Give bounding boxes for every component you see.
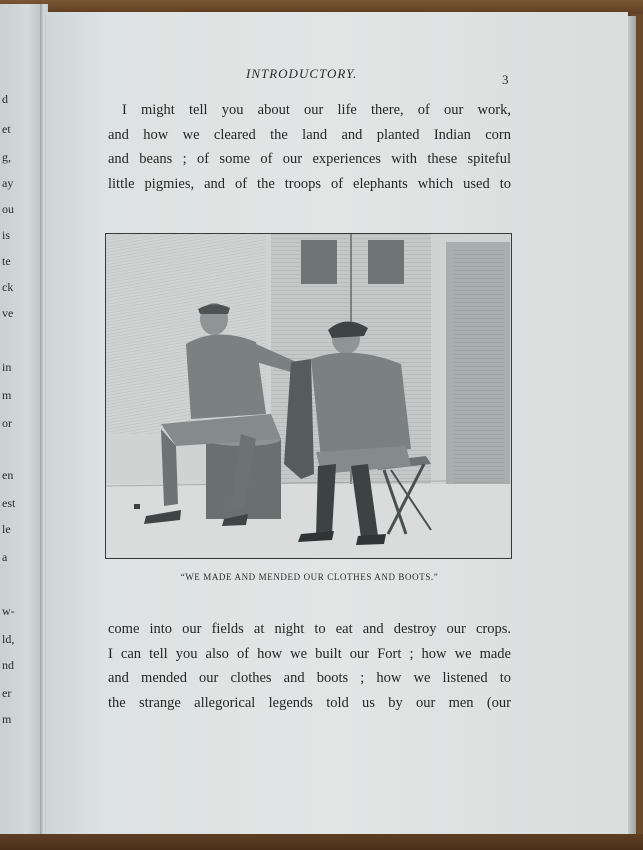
left-page-fragment: d — [2, 92, 8, 106]
left-page-fragment: en — [2, 468, 14, 482]
left-page-fragment: ck — [2, 280, 14, 294]
paragraph-top — [108, 98, 511, 196]
left-page-fragment: er — [2, 686, 12, 700]
left-page-fragment: ay — [2, 176, 14, 190]
text-line: the strange allegorical legends told us by our men (our — [108, 694, 511, 711]
text-line: and how we cleared the land and planted Indian corn — [108, 126, 511, 143]
left-page-fragment: et — [2, 122, 11, 136]
left-page-fragment: est — [2, 496, 16, 510]
left-page-fragment: or — [2, 416, 12, 430]
illustration-caption: “WE MADE AND MENDED OUR CLOTHES AND BOOTS.” — [180, 572, 439, 582]
left-page-fragment: ou — [2, 202, 14, 216]
engraving-image — [106, 234, 510, 557]
left-page-fragment: te — [2, 254, 11, 268]
table-surface-bottom — [0, 834, 643, 850]
left-page-fragment: m — [2, 712, 12, 726]
left-page-fragment: ld, — [2, 632, 15, 646]
text-line: and beans ; of some of our experiences with these spiteful — [108, 151, 511, 167]
text-line: and mended our clothes and boots ; how we listened to — [108, 670, 511, 686]
left-page-fragment: a — [2, 550, 8, 564]
left-page-fragment: in — [2, 360, 12, 374]
text-line: I can tell you also of how we built our Fort ; how we made — [108, 645, 511, 662]
paragraph-bottom — [108, 617, 511, 715]
text-line: little pigmies, and of the troops of elephants which used to — [108, 175, 511, 192]
left-page-fragment: w- — [2, 604, 15, 618]
left-page-fragment: g, — [2, 150, 11, 164]
left-page-fragment: nd — [2, 658, 14, 672]
left-page-fragment: is — [2, 228, 11, 242]
illustration-mending-clothes — [105, 233, 512, 559]
left-page-fragment: le — [2, 522, 11, 536]
page-number: 3 — [502, 72, 509, 87]
left-page-fragment: m — [2, 388, 12, 402]
running-head: INTRODUCTORY. — [246, 66, 358, 81]
left-page-fragment: ve — [2, 306, 14, 320]
page-stack-edge — [628, 16, 636, 838]
text-line: come into our fields at night to eat and destroy our crops. — [108, 621, 511, 637]
text-line: I might tell you about our life there, of our work, — [122, 102, 511, 118]
